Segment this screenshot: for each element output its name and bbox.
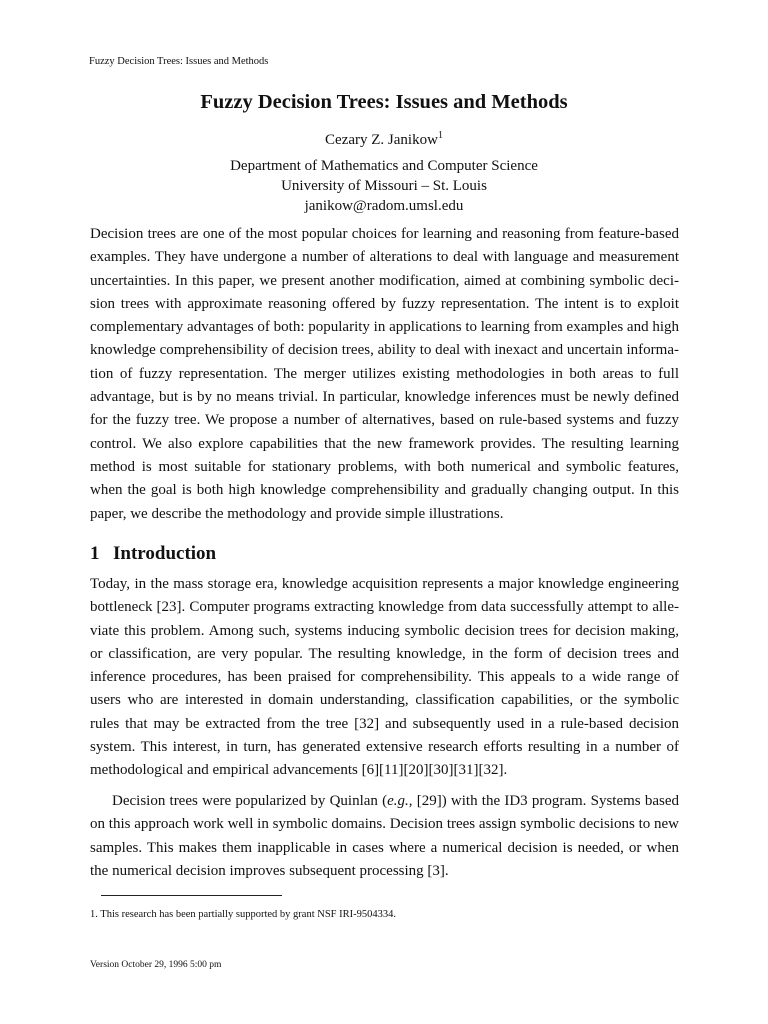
abstract-paragraph: Decision trees are one of the most popular choices for learning and reasoning from feature-based examples. They have undergone a number of alterations to deal with language and measurement uncertainties. In this paper, we present another modification, aimed at combining symbolic decision trees with approximate reasoning offered by fuzzy representation. The intent is to exploit complementary advantages of both: popularity in applications to learning from examples and high knowledge comprehensibility of decision trees, ability to deal with inexact and uncertain information of fuzzy representation. The merger utilizes existing methodologies in both areas to full advantage, but is by no means trivial. In particular, knowledge inferences must be newly defined for the fuzzy tree. We propose a number of alternatives, based on rule-based systems and fuzzy control. We also explore capabilities that the new framework provides. The resulting learning method is most suitable for stationary problems, with both numerical and symbolic features, when the goal is both high knowledge comprehensibility and gradually changing output. In this paper, we describe the methodology and provide simple illustrations. <box>90 226 680 522</box>
intro-paragraph-2 <box>90 790 679 883</box>
affiliation-email: janikow@radom.umsl.edu <box>304 198 464 214</box>
author-line <box>0 130 768 150</box>
footnote-divider <box>101 895 282 896</box>
intro-p2-emphasis: e.g. <box>387 793 409 809</box>
affiliation-department: Department of Mathematics and Computer Science <box>230 158 538 174</box>
intro-paragraph-1: Today, in the mass storage era, knowledge acquisition represents a major knowledge engineering bottleneck [23]. Computer programs extracting knowledge from data successfully attempt to alleviate this problem. Among such, systems inducing symbolic decision trees for decision making, or classification, are very popular. The resulting knowledge, in the form of decision trees and inference procedures, has been praised for comprehensibility. This appeals to a wide range of users who are interested in domain understanding, classification capabilities, or the symbolic rules that may be extracted from the tree [32] and subsequently used in a rule-based decision system. This interest, in turn, has generated extensive research efforts resulting in a number of methodological and empirical advancements [6][11][20][30][31][32]. <box>90 576 679 779</box>
intro-p2-text-a: Decision trees were popularized by Quinlan ( <box>112 793 388 809</box>
section-heading <box>90 541 216 567</box>
footnote: 1. This research has been partially supported by grant NSF IRI-9504334. <box>90 909 396 920</box>
affiliation-university: University of Missouri – St. Louis <box>281 178 487 194</box>
intro-p2-text-b: , [29]) with the ID3 program. Systems based on this approach work well in symbolic domains. Decision trees assign symbolic decisions to new samples. This makes them inapplicable in cases where a numerical decision is needed, or when the numerical decision improves subsequent processing [3]. <box>90 793 679 879</box>
affiliation-block <box>0 156 768 216</box>
version-footer: Version October 29, 1996 5:00 pm <box>90 960 222 970</box>
author-footnote-mark: 1 <box>437 130 443 141</box>
running-head: Fuzzy Decision Trees: Issues and Methods <box>89 56 269 67</box>
paper-title: Fuzzy Decision Trees: Issues and Methods <box>200 91 568 113</box>
section-number: 1 <box>90 543 100 564</box>
author-name: Cezary Z. Janikow <box>325 132 438 148</box>
section-title: Introduction <box>113 543 217 564</box>
